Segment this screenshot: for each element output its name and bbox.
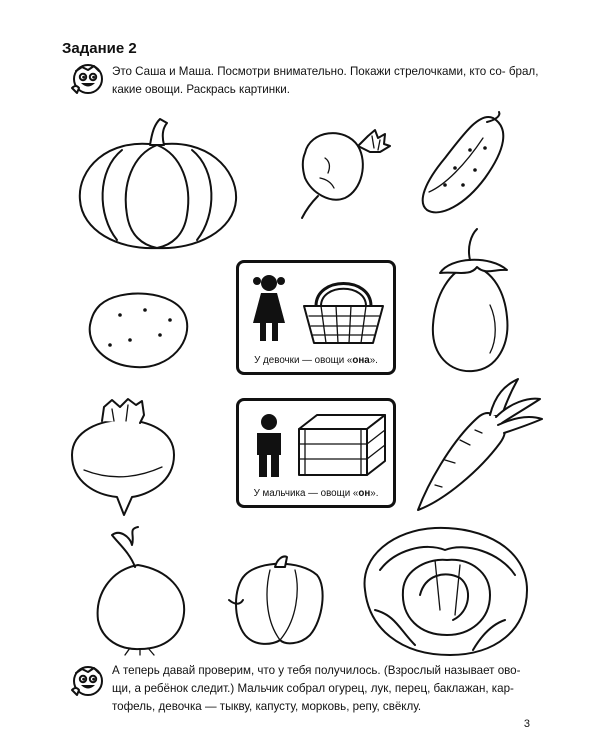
onion-icon xyxy=(90,525,200,655)
turnip-icon xyxy=(62,395,182,520)
pepper-icon xyxy=(225,545,335,650)
basket-icon xyxy=(301,271,386,346)
beet-icon xyxy=(290,118,400,223)
cabbage-icon xyxy=(355,520,535,660)
boy-card xyxy=(236,398,396,508)
mascot-icon xyxy=(68,62,106,96)
check-text: А теперь давай проверим, что у тебя получилось. (Взрослый называет ово- щи, а ребёнок следит.) Мальчик собрал огурец, лук, перец, баклажан, кар- тофель, девочка — тыкву, капусту, морковь, репу, свёклу. xyxy=(112,664,521,713)
potato-icon xyxy=(85,285,195,375)
mascot-icon xyxy=(68,664,106,698)
cucumber-icon xyxy=(415,110,515,225)
pumpkin-icon xyxy=(72,115,242,255)
task-title: Задание 2 xyxy=(62,40,137,57)
carrot-icon xyxy=(410,375,545,515)
girl-icon xyxy=(249,273,289,343)
crate-icon xyxy=(297,409,389,479)
boy-icon xyxy=(251,413,287,478)
page-number: 3 xyxy=(523,718,530,730)
eggplant-icon xyxy=(425,225,515,375)
girl-caption: У девочки — овощи «она». xyxy=(254,355,378,366)
boy-caption: У мальчика — овощи «он». xyxy=(253,488,379,499)
task-instruction: Это Саша и Маша. Посмотри внимательно. Покажи стрелочками, кто со- брал, какие овощи. Раскрась картинки. xyxy=(112,65,539,96)
girl-card xyxy=(236,260,396,375)
